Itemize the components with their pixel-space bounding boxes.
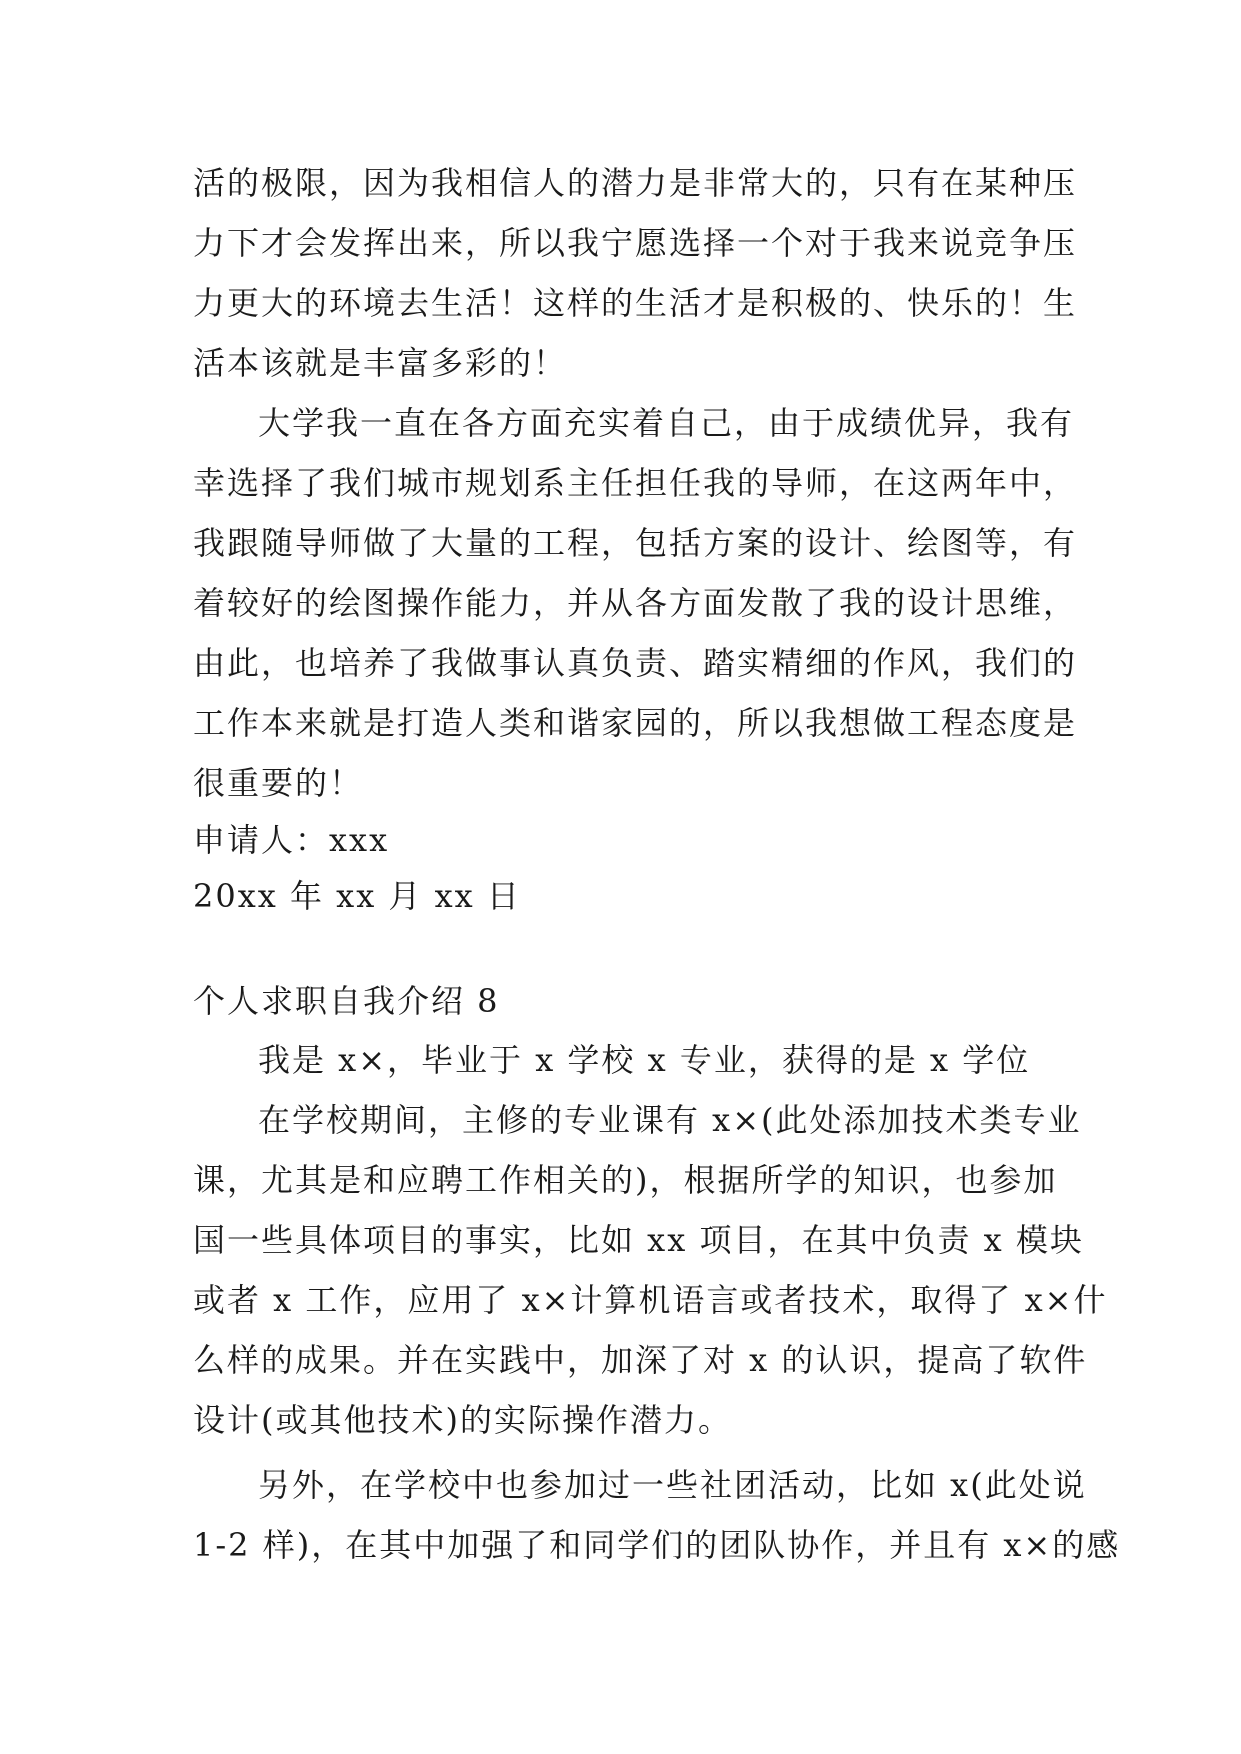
paragraph-line: 我是 x×，毕业于 x 学校 x 专业，获得的是 x 学位 [258,1041,1031,1079]
paragraph-line: 课，尤其是和应聘工作相关的)，根据所学的知识，也参加 [193,1161,1058,1199]
paragraph-line: 国一些具体项目的事实，比如 xx 项目，在其中负责 x 模块 [193,1221,1084,1259]
paragraph-line: 在学校期间，主修的专业课有 x×(此处添加技术类专业 [258,1101,1082,1139]
applicant-signature: 申请人：xxx [193,821,390,859]
paragraph-line: 着较好的绘图操作能力，并从各方面发散了我的设计思维， [193,584,1078,622]
paragraph-line: 或者 x 工作，应用了 x×计算机语言或者技术，取得了 x×什 [193,1281,1108,1319]
paragraph-line: 工作本来就是打造人类和谐家园的，所以我想做工程态度是 [193,704,1078,742]
signature-date: 20xx 年 xx 月 xx 日 [193,877,521,915]
paragraph-line: 另外，在学校中也参加过一些社团活动，比如 x(此处说 [258,1466,1087,1504]
paragraph-line: 大学我一直在各方面充实着自己，由于成绩优异，我有 [258,404,1075,442]
paragraph-line: 幸选择了我们城市规划系主任担任我的导师，在这两年中， [193,464,1078,502]
paragraph-line: 活本该就是丰富多彩的！ [193,344,568,382]
paragraph-line: 由此，也培养了我做事认真负责、踏实精细的作风，我们的 [193,644,1078,682]
paragraph-line: 我跟随导师做了大量的工程，包括方案的设计、绘图等，有 [193,524,1078,562]
paragraph-line: 力下才会发挥出来，所以我宁愿选择一个对于我来说竞争压 [193,224,1078,262]
paragraph-line: 1-2 样)，在其中加强了和同学们的团队协作，并且有 x×的感 [193,1526,1121,1564]
paragraph-line: 力更大的环境去生活！这样的生活才是积极的、快乐的！生 [193,284,1078,322]
paragraph-line: 设计(或其他技术)的实际操作潜力。 [193,1401,732,1439]
paragraph-line: 活的极限，因为我相信人的潜力是非常大的，只有在某种压 [193,164,1078,202]
paragraph-line: 么样的成果。并在实践中，加深了对 x 的认识，提高了软件 [193,1341,1088,1379]
section-title: 个人求职自我介绍 8 [193,982,500,1020]
paragraph-line: 很重要的！ [193,764,364,802]
